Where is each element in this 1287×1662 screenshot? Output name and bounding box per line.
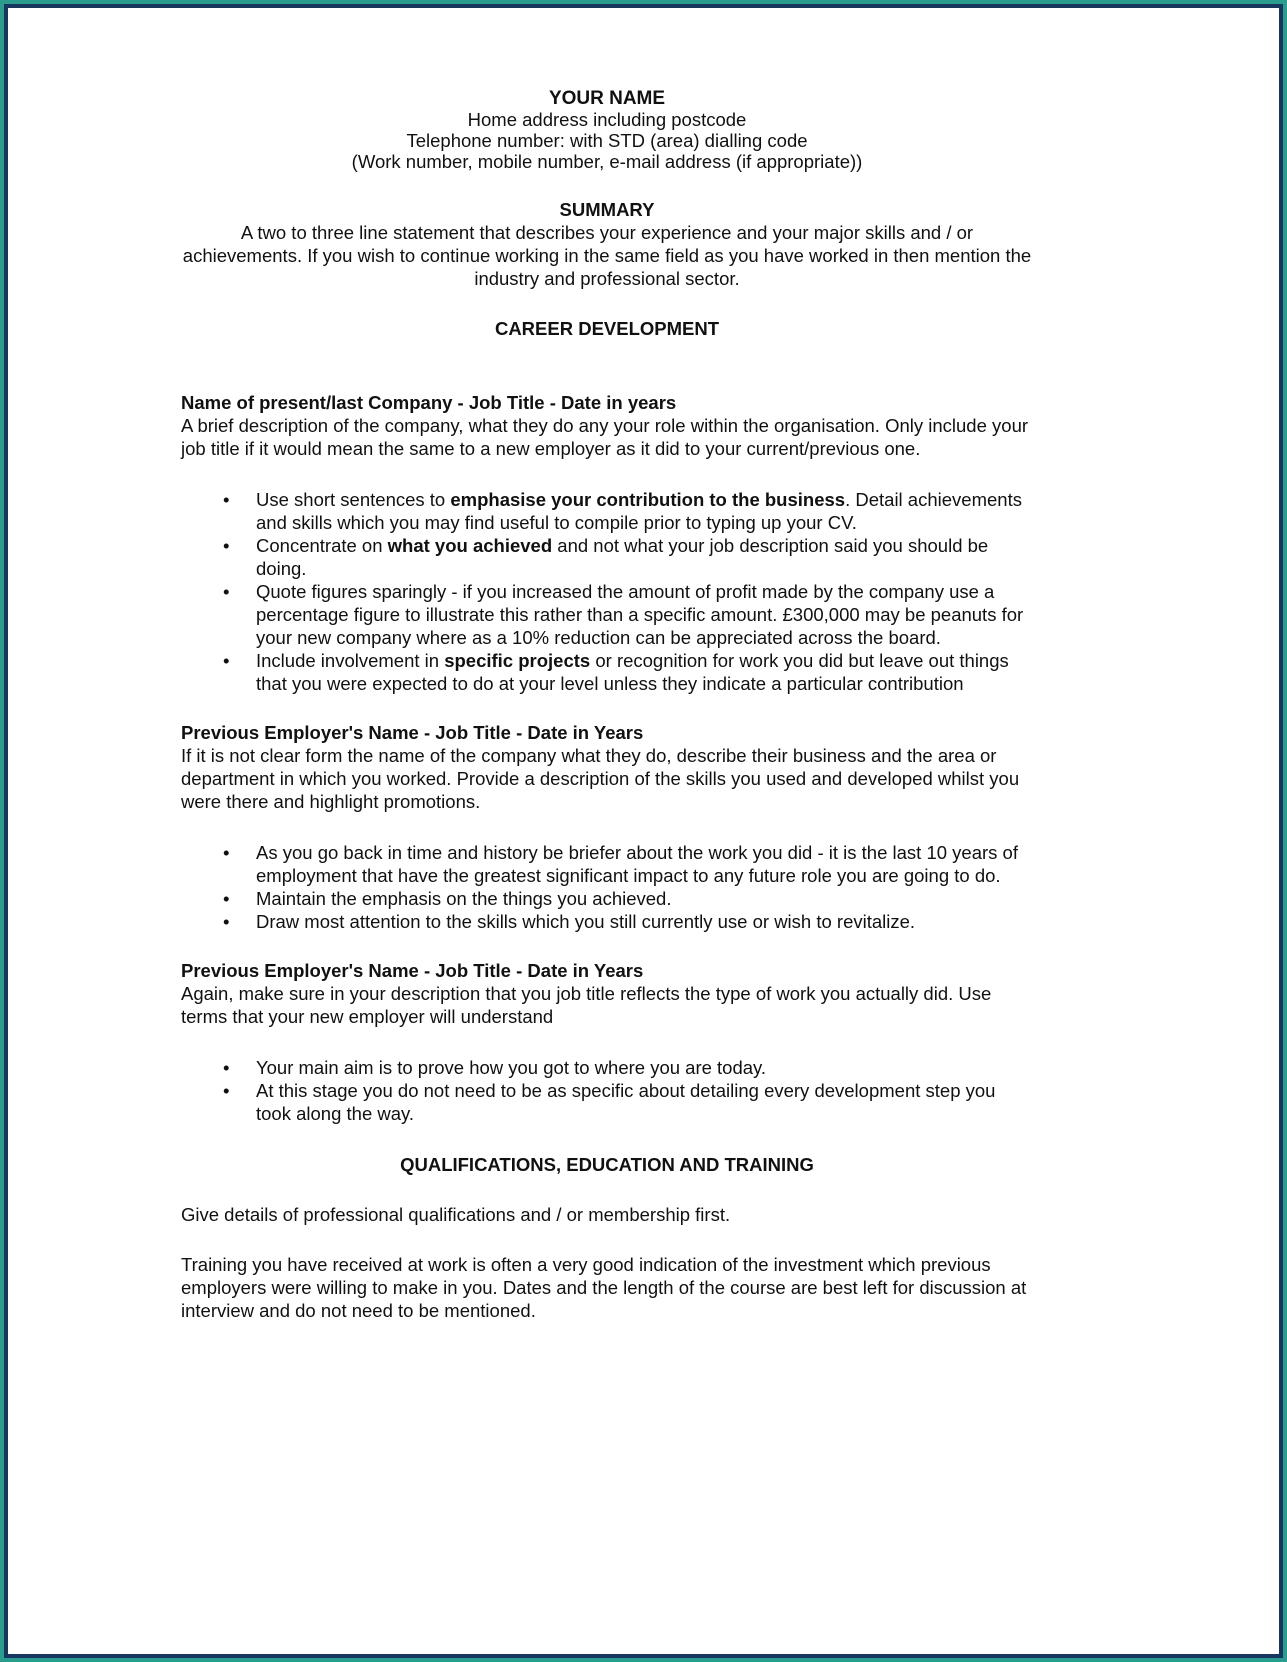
- bullet-text: Quote figures sparingly - if you increased the amount of profit made by the company use a percentage figure to illustrate this rather than a specific amount. £300,000 may be peanuts for your new company where as a 10% reduction can be appreciated across the board.: [256, 581, 1024, 648]
- bullet-text: and not what your job description said you should be doing.: [256, 535, 989, 579]
- bullet-item: [181, 887, 1033, 910]
- bullet-item: [181, 580, 1033, 649]
- bullet-text: As you go back in time and history be briefer about the work you did - it is the last 10 years of employment that have the greatest significant impact to any future role you are going to do.: [256, 842, 1018, 886]
- bullet-item: [181, 910, 1033, 933]
- bullet-text-bold: emphasise your contribution to the business: [450, 489, 846, 510]
- bullet-text: Maintain the emphasis on the things you achieved.: [256, 888, 672, 909]
- bullet-list: [181, 1056, 1033, 1125]
- section-title-previous-employer-2: Previous Employer's Name - Job Title - Date in Years: [181, 960, 644, 981]
- summary-heading: SUMMARY: [559, 199, 655, 220]
- bullet-text: Include involvement in: [256, 650, 445, 671]
- resume-document: [181, 8, 1033, 1322]
- bullet-item: [181, 1079, 1033, 1125]
- summary-text: A two to three line statement that describes your experience and your major skills and / or achievements. If you wish to continue working in the same field as you have worked in then mention the industry and professional sector.: [182, 222, 1032, 289]
- section-title-current-company: Name of present/last Company - Job Title - Date in years: [181, 392, 677, 413]
- qualifications-paragraph: Give details of professional qualifications and / or membership first.: [181, 1204, 731, 1225]
- bullet-item: [181, 488, 1033, 534]
- bullet-text: Concentrate on: [256, 535, 388, 556]
- bullet-item: [181, 1056, 1033, 1079]
- section-title-previous-employer-1: Previous Employer's Name - Job Title - Date in Years: [181, 722, 644, 743]
- bullet-text: Your main aim is to prove how you got to where you are today.: [256, 1057, 767, 1078]
- bullet-text-bold: specific projects: [444, 650, 591, 671]
- bullet-text: or recognition for work you did but leave out things that you were expected to do at your level unless they indicate a particular contribution: [256, 650, 1009, 694]
- career-development-heading: CAREER DEVELOPMENT: [494, 318, 720, 339]
- bullet-list: [181, 841, 1033, 933]
- qualifications-heading: QUALIFICATIONS, EDUCATION AND TRAINING: [400, 1154, 814, 1175]
- name-heading: YOUR NAME: [548, 88, 666, 109]
- qualifications-paragraph: Training you have received at work is often a very good indication of the investment which previous employers were willing to make in you. Dates and the length of the course are best left for discussion at interview and do not need to be mentioned.: [181, 1254, 1027, 1321]
- section-description: If it is not clear form the name of the company what they do, describe their business and the area or department in which you worked. Provide a description of the skills you used and developed whilst you were there and highlight promotions.: [181, 745, 1020, 812]
- bullet-item: [181, 534, 1033, 580]
- bullet-item: [181, 841, 1033, 887]
- section-description: A brief description of the company, what they do any your role within the organisation. Only include your job title if it would mean the same to a new employer as it did to your current/previous one.: [181, 415, 1029, 459]
- contact-header: [181, 88, 1033, 172]
- contact-note-line: (Work number, mobile number, e-mail address (if appropriate)): [351, 151, 863, 172]
- page-inner-border: [4, 4, 1283, 1658]
- bullet-item: [181, 649, 1033, 695]
- bullet-text: Use short sentences to: [256, 489, 451, 510]
- bullet-list: [181, 488, 1033, 695]
- telephone-line: Telephone number: with STD (area) dialling code: [406, 130, 808, 151]
- bullet-text: At this stage you do not need to be as specific about detailing every development step you took along the way.: [256, 1080, 996, 1124]
- section-description: Again, make sure in your description that you job title reflects the type of work you actually did. Use terms that your new employer will understand: [181, 983, 992, 1027]
- bullet-text-bold: what you achieved: [387, 535, 553, 556]
- address-line: Home address including postcode: [467, 109, 747, 130]
- bullet-text: Draw most attention to the skills which you still currently use or wish to revitalize.: [256, 911, 916, 932]
- bullet-text: . Detail achievements and skills which you may find useful to compile prior to typing up your CV.: [256, 489, 1022, 533]
